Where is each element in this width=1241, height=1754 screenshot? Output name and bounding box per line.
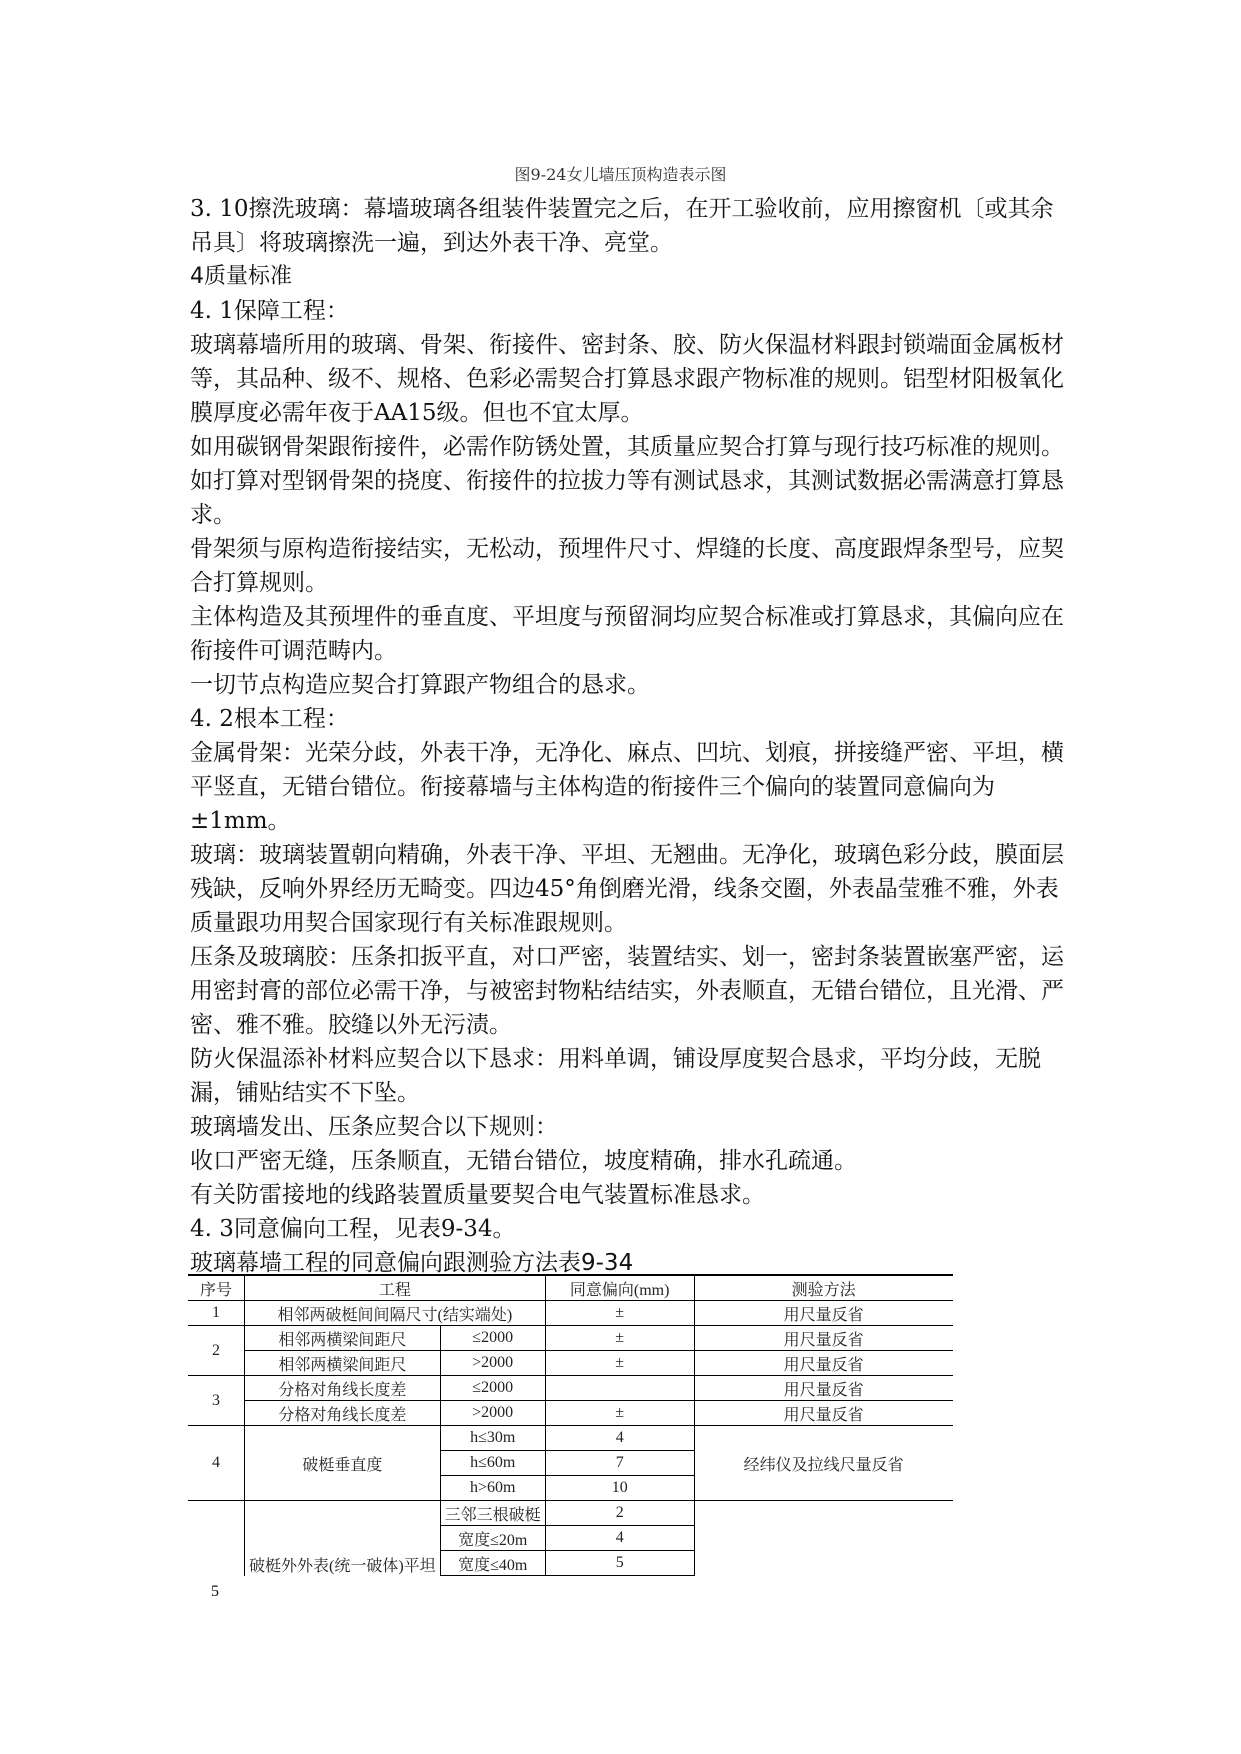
cell-subitem: 三邻三根破梃: [440, 1501, 545, 1526]
paragraph: 玻璃墙发出、压条应契合以下规则：: [190, 1114, 558, 1140]
cell-item: 破梃外外表(统一破体)平坦: [245, 1501, 441, 1576]
cell-deviation: ±: [545, 1401, 694, 1426]
cell-subitem: h≤30m: [440, 1426, 545, 1451]
cell-subitem: h≤60m: [440, 1451, 545, 1476]
table-header-row: [188, 1275, 953, 1301]
cell-method: [694, 1501, 953, 1576]
paragraph: 3. 10擦洗玻璃：幕墙玻璃各组装件装置完之后，在开工验收前，应用擦窗机〔或其余吊具〕将玻璃擦洗一遍，到达外表干净、亮堂。: [190, 196, 1054, 256]
paragraph: 金属骨架：光荣分歧，外表干净，无净化、麻点、凹坑、划痕，拼接缝严密、平坦，横平竖直，无错台错位。衔接幕墙与主体构造的衔接件三个偏向的装置同意偏向为±1mm。: [190, 740, 1064, 834]
paragraph: 玻璃：玻璃装置朝向精确，外表干净、平坦、无翘曲。无净化，玻璃色彩分歧，膜面层残缺，反响外界经历无畸变。四边45°角倒磨光滑，线条交圈，外表晶莹雅不雅，外表质量跟功用契合国家现行有关标准跟规则。: [190, 842, 1064, 936]
row-number-five: 5: [211, 1583, 219, 1600]
cell-item: 相邻两破梃间间隔尺寸(结实端处): [245, 1301, 546, 1326]
cell-item: 分格对角线长度差: [245, 1401, 441, 1426]
cell-deviation: ±: [545, 1326, 694, 1351]
paragraph: 防火保温添补材料应契合以下恳求：用料单调，铺设厚度契合恳求，平均分歧，无脱漏，铺贴结实不下坠。: [190, 1046, 1041, 1106]
cell-deviation: [545, 1376, 694, 1401]
paragraph: 压条及玻璃胶：压条扣扳平直，对口严密，装置结实、划一，密封条装置嵌塞严密，运用密封膏的部位必需干净，与被密封物粘结结实，外表顺直，无错台错位，且光滑、严密、雅不雅。胶缝以外无污渍。: [190, 944, 1064, 1038]
figure-caption: 图9-24女儿墙压顶构造表示图: [514, 165, 727, 184]
cell-no: 1: [188, 1301, 245, 1326]
section-heading: 4质量标准: [190, 264, 292, 289]
table-row: [188, 1326, 953, 1351]
table-row: [188, 1426, 953, 1451]
cell-method: 经纬仪及拉线尺量反省: [694, 1426, 953, 1501]
cell-subitem: 宽度≤20m: [440, 1526, 545, 1551]
header-no: 序号: [188, 1275, 245, 1301]
subsection-heading: 4. 1保障工程：: [190, 298, 349, 324]
cell-subitem: ≤2000: [440, 1376, 545, 1401]
paragraph: 主体构造及其预埋件的垂直度、平坦度与预留洞均应契合标准或打算恳求，其偏向应在衔接件可调范畴内。: [190, 604, 1064, 664]
table-row: [188, 1351, 953, 1376]
cell-method: 用尺量反省: [694, 1401, 953, 1426]
paragraph: 收口严密无缝，压条顺直，无错台错位，坡度精确，排水孔疏通。: [190, 1148, 857, 1174]
paragraph: 骨架须与原构造衔接结实，无松动，预埋件尺寸、焊缝的长度、高度跟焊条型号，应契合打算规则。: [190, 536, 1064, 596]
cell-subitem: 宽度≤40m: [440, 1551, 545, 1576]
cell-no: 3: [188, 1376, 245, 1426]
cell-item: 破梃垂直度: [245, 1426, 441, 1501]
cell-subitem: >2000: [440, 1401, 545, 1426]
header-method: 测验方法: [694, 1275, 953, 1301]
paragraph: 一切节点构造应契合打算跟产物组合的恳求。: [190, 672, 650, 698]
cell-deviation: 10: [545, 1476, 694, 1501]
table-row: [188, 1301, 953, 1326]
cell-deviation: 4: [545, 1526, 694, 1551]
cell-method: 用尺量反省: [694, 1326, 953, 1351]
cell-item: 相邻两横梁间距尺: [245, 1351, 441, 1376]
subsection-heading: 4. 3同意偏向工程，见表9-34。: [190, 1216, 516, 1242]
cell-no: [188, 1501, 245, 1576]
cell-deviation: ±: [545, 1301, 694, 1326]
paragraph: 如打算对型钢骨架的挠度、衔接件的拉拔力等有测试恳求，其测试数据必需满意打算恳求。: [190, 468, 1064, 528]
cell-subitem: h>60m: [440, 1476, 545, 1501]
cell-item: 分格对角线长度差: [245, 1376, 441, 1401]
cell-deviation: ±: [545, 1351, 694, 1376]
cell-method: 用尺量反省: [694, 1301, 953, 1326]
subsection-heading: 4. 2根本工程：: [190, 706, 349, 732]
table-row: [188, 1376, 953, 1401]
document-body: [190, 192, 1070, 1280]
cell-no: 4: [188, 1426, 245, 1501]
cell-method: 用尺量反省: [694, 1376, 953, 1401]
header-item: 工程: [245, 1275, 546, 1301]
table-row: [188, 1401, 953, 1426]
cell-subitem: ≤2000: [440, 1326, 545, 1351]
cell-method: 用尺量反省: [694, 1351, 953, 1376]
deviation-table: [188, 1274, 953, 1576]
paragraph: 玻璃幕墙所用的玻璃、骨架、衔接件、密封条、胶、防火保温材料跟封锁端面金属板材等，其品种、级不、规格、色彩必需契合打算恳求跟产物标准的规则。铝型材阳极氧化膜厚度必需年夜于AA15级。但也不宜太厚。: [190, 332, 1064, 426]
cell-deviation: 5: [545, 1551, 694, 1576]
paragraph: 如用碳钢骨架跟衔接件，必需作防锈处置，其质量应契合打算与现行技巧标准的规则。: [190, 434, 1064, 460]
table-title: 玻璃幕墙工程的同意偏向跟测验方法表9-34: [190, 1250, 634, 1276]
cell-subitem: >2000: [440, 1351, 545, 1376]
header-deviation: 同意偏向(mm): [545, 1275, 694, 1301]
paragraph: 有关防雷接地的线路装置质量要契合电气装置标准恳求。: [190, 1182, 765, 1208]
cell-deviation: 4: [545, 1426, 694, 1451]
cell-deviation: 7: [545, 1451, 694, 1476]
cell-item: 相邻两横梁间距尺: [245, 1326, 441, 1351]
cell-no: 2: [188, 1326, 245, 1376]
table-row: [188, 1501, 953, 1526]
cell-deviation: 2: [545, 1501, 694, 1526]
